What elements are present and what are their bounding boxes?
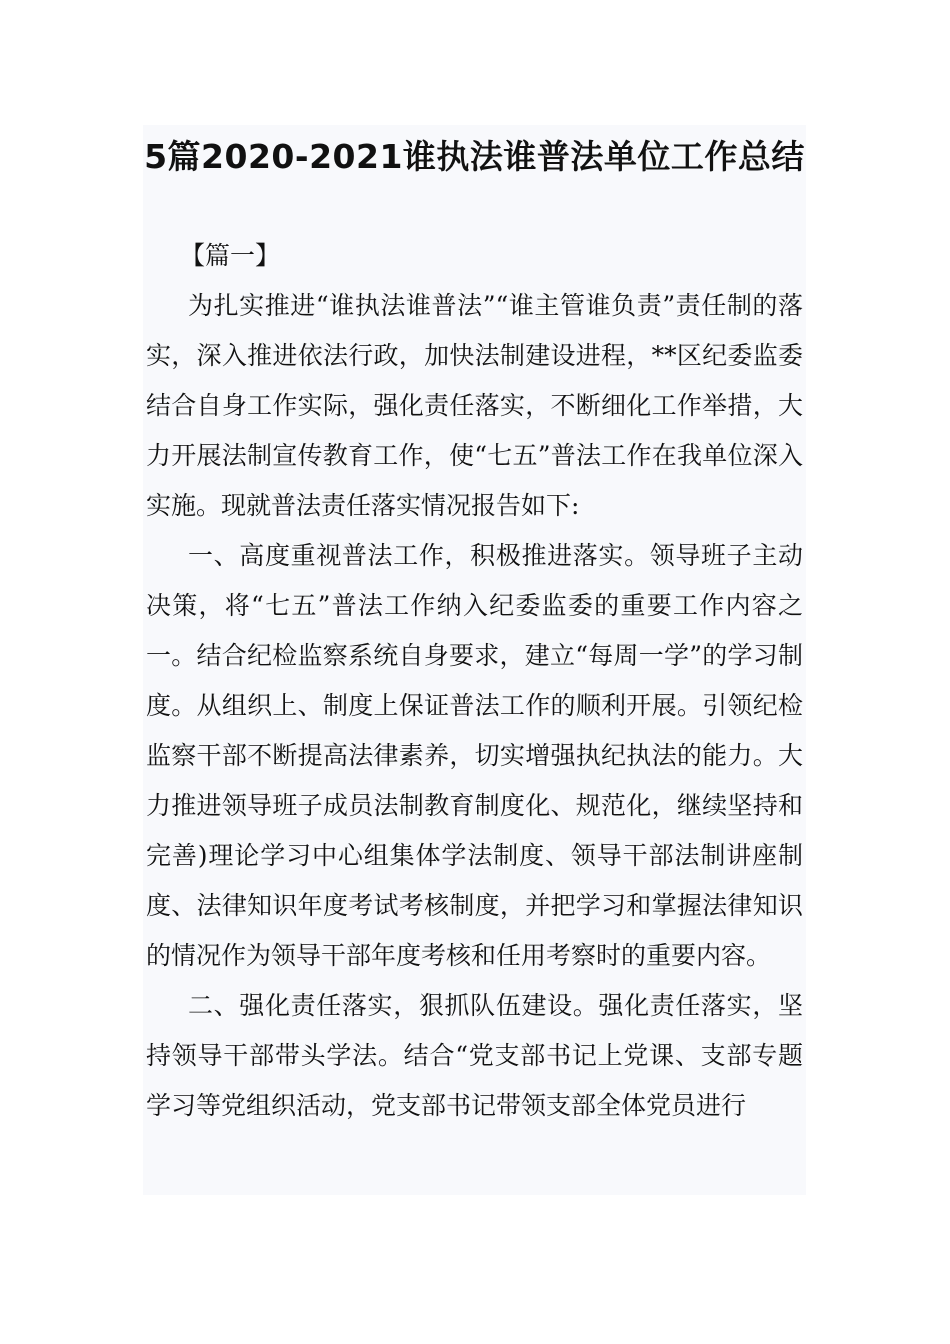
document-content (143, 125, 806, 1195)
document-body (146, 231, 803, 1131)
paragraph-intro: 为扎实推进“谁执法谁普法”“谁主管谁负责”责任制的落实，深入推进依法行政，加快法制建设进程，**区纪委监委结合自身工作实际，强化责任落实，不断细化工作举措，大力开展法制宣传教育工作，使“七五”普法工作在我单位深入实施。现就普法责任落实情况报告如下: (146, 291, 803, 520)
paragraph-point-two: 二、强化责任落实，狠抓队伍建设。强化责任落实，坚持领导干部带头学法。结合“党支部书记上党课、支部专题学习等党组织活动，党支部书记带领支部全体党员进行 (146, 991, 803, 1120)
paragraph-point-one: 一、高度重视普法工作，积极推进落实。领导班子主动决策，将“七五”普法工作纳入纪委监委的重要工作内容之一。结合纪检监察系统自身要求，建立“每周一学”的学习制度。从组织上、制度上保证普法工作的顺利开展。引领纪检监察干部不断提高法律素养，切实增强执纪执法的能力。大力推进领导班子成员法制教育制度化、规范化，继续坚持和完善)理论学习中心组集体学法制度、领导干部法制讲座制度、法律知识年度考试考核制度，并把学习和掌握法律知识的情况作为领导干部年度考核和任用考察时的重要内容。 (146, 541, 803, 970)
section-label: 【篇一】 (180, 241, 281, 270)
document-title: 5篇2020-2021谁执法谁普法单位工作总结 (144, 137, 805, 176)
